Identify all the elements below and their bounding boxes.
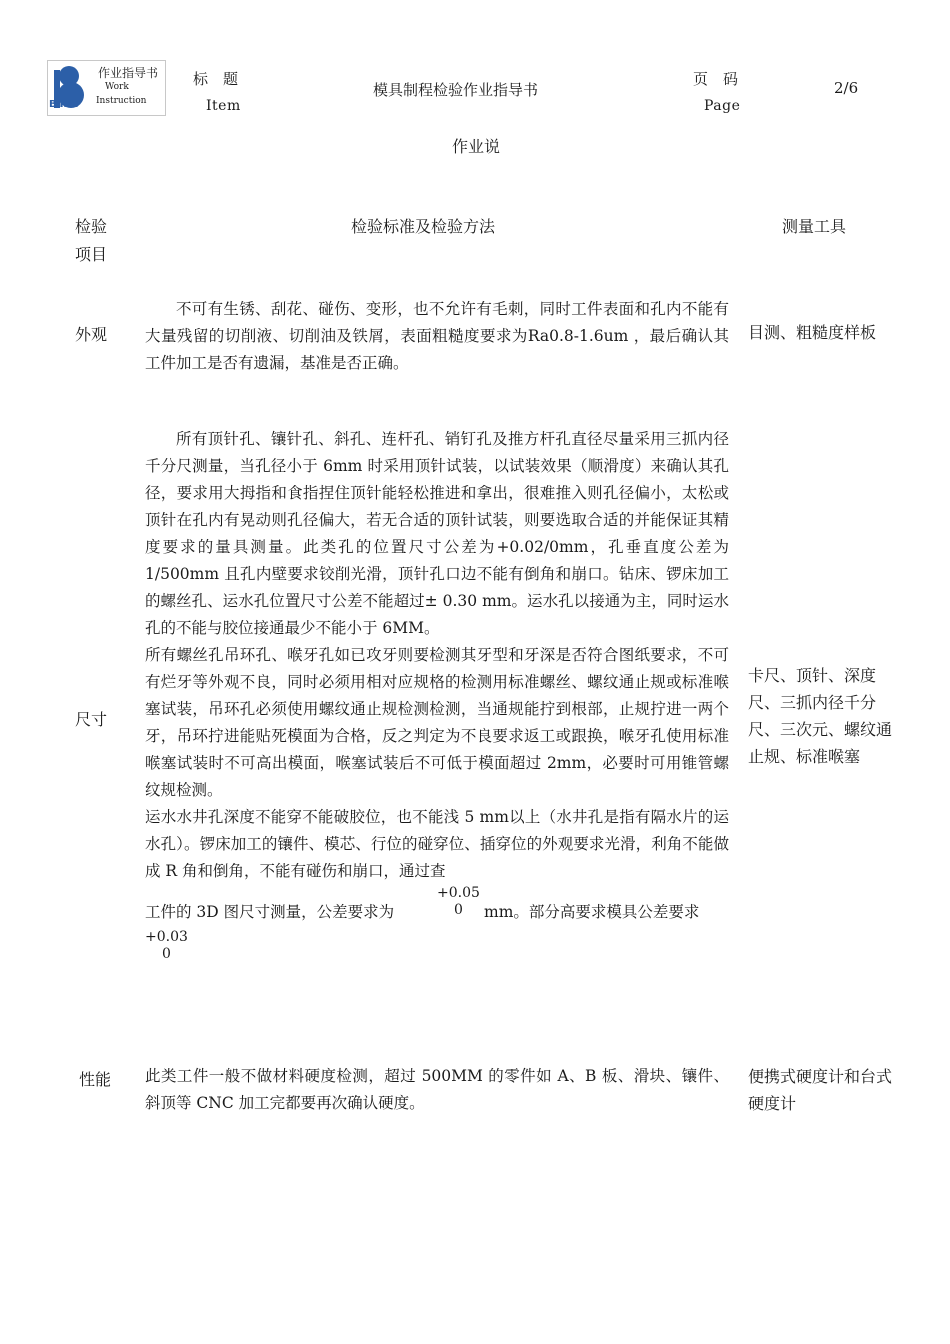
section-title: 作业说: [452, 137, 501, 156]
tolerance-line: [145, 885, 729, 929]
title-label-zh: 标 题: [193, 70, 239, 88]
column-header-item-line1: 检验: [75, 217, 108, 236]
company-logo: [47, 60, 166, 116]
dimension-tool: 卡尺、顶针、深度尺、三抓内径千分尺、三次元、螺纹通止规、标准喉塞: [748, 666, 893, 766]
logo-title-en-2: Instruction: [96, 96, 147, 106]
tolerance-2-lower: 0: [162, 946, 171, 962]
page-number: 2/6: [834, 79, 859, 97]
logo-brand-text: Basis: [49, 99, 79, 110]
title-label-en: Item: [206, 98, 241, 114]
tolerance-1-upper: +0.05: [437, 885, 480, 901]
appearance-tool: 目测、粗糙度样板: [748, 323, 877, 342]
tolerance-1-lower: 0: [454, 902, 463, 918]
logo-title-zh: 作业指导书: [98, 66, 159, 80]
column-header-tool: 测量工具: [782, 217, 847, 236]
tolerance-2: [145, 929, 729, 979]
tolerance-2-upper: +0.03: [145, 929, 188, 945]
tolerance-line-suffix: mm。部分高要求模具公差要求: [484, 903, 700, 921]
row-label-dimension: 尺寸: [75, 710, 108, 729]
appearance-standard-text: 不可有生锈、刮花、碰伤、变形，也不允许有毛刺，同时工件表面和孔内不能有大量残留的切削液、切削油及铁屑，表面粗糙度要求为Ra0.8-1.6um ，最后确认其工件加工是否有遗漏，基准是否正确。: [145, 300, 729, 372]
document-title: 模具制程检验作业指导书: [373, 81, 539, 99]
dimension-standard-block: [145, 426, 729, 979]
dimension-paragraph-1: 所有顶针孔、镶针孔、斜孔、连杆孔、销钉孔及推方杆孔直径尽量采用三抓内径千分尺测量，当孔径小于 6mm 时采用顶针试装，以试装效果（顺滑度）来确认其孔径，要求用大拇指和食指捏住顶针能轻松推进和拿出，很难推入则孔径偏小，太松或顶针在孔内有晃动则孔径偏大，若无合适的顶针试装，则要选取合适的并能保证其精度要求的量具测量。此类孔的位置尺寸公差为+0.02/0mm，孔垂直度公差为 1/500mm 且孔内壁要求铰削光滑，顶针孔口边不能有倒角和崩口。钻床、锣床加工的螺丝孔、运水孔位置尺寸公差不能超过± 0.30 mm。运水孔以接通为主，同时运水孔的不能与胶位接通最少不能小于 6MM。: [145, 430, 729, 637]
performance-standard-text: 此类工件一般不做材料硬度检测，超过 500MM 的零件如 A、B 板、滑块、镶件、斜顶等 CNC 加工完都要再次确认硬度。: [145, 1067, 729, 1112]
logo-title-en-1: Work: [105, 82, 129, 92]
column-header-standard: 检验标准及检验方法: [351, 217, 496, 236]
dimension-paragraph-2: 所有螺丝孔吊环孔、喉牙孔如已攻牙则要检测其牙型和牙深是否符合图纸要求，不可有烂牙等外观不良，同时必须用相对应规格的检测用标准螺丝、螺纹通止规或标准喉塞试装，吊环孔必须使用螺纹通止规检测检测，当通规能拧到根部，止规拧进一两个牙，吊环拧进能贴死模面为合格，反之判定为不良要求返工或跟换，喉牙孔使用标准喉塞试装时不可高出模面，喉塞试装后不可低于模面超过 2mm，必要时可用锥管螺纹规检测。: [145, 646, 729, 799]
page-label-zh: 页 码: [693, 70, 739, 88]
row-label-appearance: 外观: [75, 325, 108, 344]
dimension-paragraph-3: 运水水井孔深度不能穿不能破胶位，也不能浅 5 mm以上（水井孔是指有隔水片的运水孔）。锣床加工的镶件、模芯、行位的碰穿位、插穿位的外观要求光滑，利角不能做成 R 角和倒角，不能有碰伤和崩口，通过查: [145, 808, 729, 880]
performance-tool: 便携式硬度计和台式硬度计: [748, 1067, 893, 1113]
column-header-item-line2: 项目: [75, 245, 108, 264]
row-label-performance: 性能: [79, 1070, 112, 1089]
tolerance-line-prefix: 工件的 3D 图尺寸测量，公差要求为: [145, 903, 395, 921]
page-label-en: Page: [704, 98, 741, 114]
